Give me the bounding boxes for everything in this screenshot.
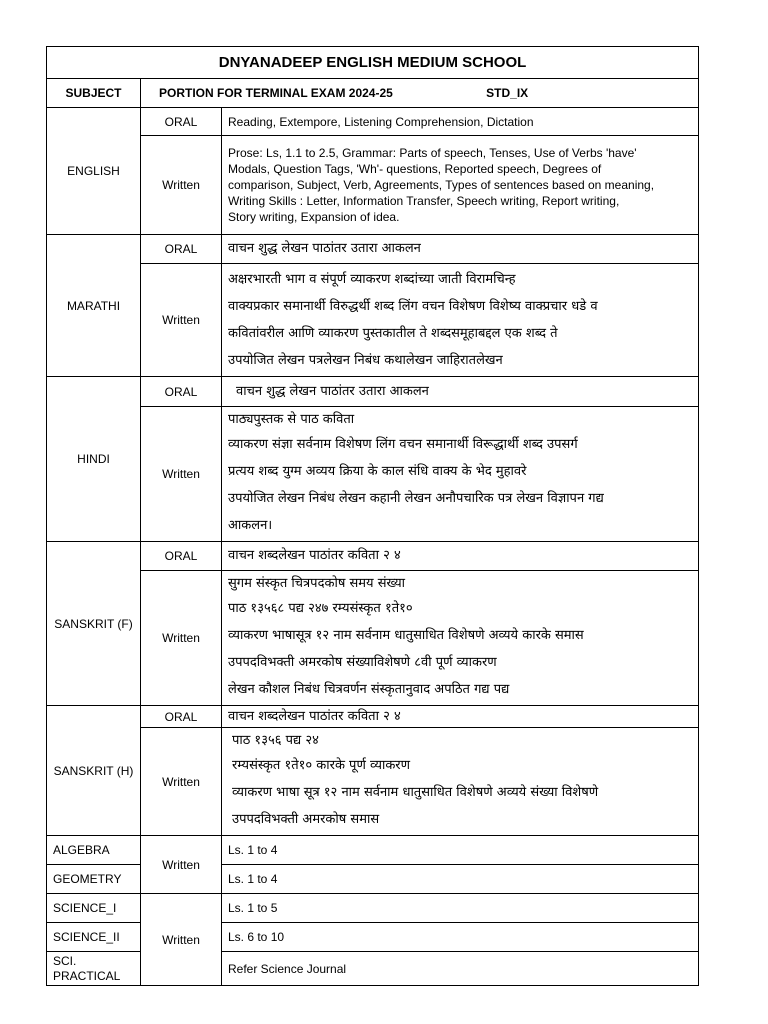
english-oral-label: ORAL (141, 108, 222, 136)
english-written-line: Prose: Ls, 1.1 to 2.5, Grammar: Parts of speech, Tenses, Use of Verbs 'have' (228, 146, 637, 160)
sanskrit-h-written-line: रम्यसंस्कृत १ते१० कारके पूर्ण व्याकरण (232, 758, 411, 773)
marathi-written-line: उपयोजित लेखन पत्रलेखन निबंध कथालेखन जाहिरातलेखन (228, 353, 503, 368)
hindi-oral-label: ORAL (141, 377, 222, 407)
practical-portion: Refer Science Journal (222, 952, 699, 986)
english-written-content (222, 136, 699, 235)
english-written-label: Written (141, 136, 222, 235)
header-subject: SUBJECT (47, 79, 141, 108)
sanskrit-f-written-row (47, 571, 699, 706)
algebra-row (47, 836, 699, 865)
marathi-written-line: अक्षरभारती भाग व संपूर्ण व्याकरण शब्दांच्या जाती विरामचिन्ह (228, 272, 516, 287)
english-written-line: Modals, Question Tags, 'Wh'- questions, Reported speech, Degrees of (228, 162, 602, 176)
title-row (47, 47, 699, 79)
sanskrit-f-written-line: उपपदविभक्ती अमरकोष संख्याविशेषणे ८वी पूर्ण व्याकरण (228, 655, 497, 670)
algebra-portion: Ls. 1 to 4 (222, 836, 699, 865)
subject-marathi: MARATHI (47, 235, 141, 377)
sanskrit-h-written-line: व्याकरण भाषा सूत्र १२ नाम सर्वनाम धातुसाधित विशेषणे अव्यये संख्या विशेषणे (232, 785, 599, 800)
sanskrit-h-oral-label: ORAL (141, 706, 222, 728)
hindi-written-label: Written (141, 407, 222, 542)
sanskrit-f-oral-label: ORAL (141, 542, 222, 571)
hindi-written-line: प्रत्यय शब्द युग्म अव्यय क्रिया के काल संधि वाक्य के भेद मुहावरे (228, 464, 527, 479)
header-portion-title: PORTION FOR TERMINAL EXAM 2024-25 (159, 86, 393, 100)
subject-sanskrit-f: SANSKRIT (F) (47, 542, 141, 706)
science-2-portion: Ls. 6 to 10 (222, 923, 699, 952)
marathi-written-line: वाक्यप्रकार समानार्थी विरुद्धर्थी शब्द लिंग वचन विशेषण विशेष्य वाक्प्रचार धडे व (228, 299, 598, 314)
geometry-portion: Ls. 1 to 4 (222, 865, 699, 894)
sanskrit-f-written-content (222, 571, 699, 706)
sanskrit-f-written-line: पाठ १३५६८ पद्य २४७ रम्यसंस्कृत १ते१० (228, 601, 413, 616)
marathi-written-row (47, 264, 699, 377)
english-oral-row (47, 108, 699, 136)
sanskrit-h-oral-content: वाचन शब्दलेखन पाठांतर कविता २ ४ (222, 706, 699, 728)
marathi-oral-content: वाचन शुद्ध लेखन पाठांतर उतारा आकलन (222, 235, 699, 264)
hindi-written-line: उपयोजित लेखन निबंध लेखन कहानी लेखन अनौपचारिक पत्र लेखन विज्ञापन गद्य (228, 491, 604, 506)
subject-practical: SCI. PRACTICAL (47, 952, 141, 986)
hindi-written-line: व्याकरण संज्ञा सर्वनाम विशेषण लिंग वचन समानार्थी विरूद्धार्थी शब्द उपसर्ग (228, 437, 578, 452)
hindi-written-row (47, 407, 699, 542)
english-written-line: Story writing, Expansion of idea. (228, 210, 400, 224)
marathi-written-line: कवितांवरील आणि व्याकरण पुस्तकातील ते शब्दसमूहाबद्दल एक शब्द ते (228, 326, 558, 341)
english-oral-content: Reading, Extempore, Listening Comprehension, Dictation (222, 108, 699, 136)
science-1-portion: Ls. 1 to 5 (222, 894, 699, 923)
sanskrit-h-written-label: Written (141, 728, 222, 836)
marathi-oral-row (47, 235, 699, 264)
header-portion (141, 79, 699, 108)
marathi-written-content (222, 264, 699, 377)
english-written-line: Writing Skills : Letter, Information Transfer, Speech writing, Report writing, (228, 194, 620, 208)
marathi-written-label: Written (141, 264, 222, 377)
sanskrit-h-written-line: उपपदविभक्ती अमरकोष समास (232, 812, 380, 827)
sanskrit-h-written-line: पाठ १३५६ पद्य २४ (232, 733, 319, 748)
english-written-row (47, 136, 699, 235)
subject-hindi: HINDI (47, 377, 141, 542)
sanskrit-f-written-label: Written (141, 571, 222, 706)
science-written-label: Written (141, 894, 222, 986)
sanskrit-f-written-line: सुगम संस्कृत चित्रपदकोष समय संख्या (228, 576, 406, 591)
sanskrit-f-written-line: लेखन कौशल निबंध चित्रवर्णन संस्कृतानुवाद अपठित गद्य पद्य (228, 682, 510, 697)
subject-geometry: GEOMETRY (47, 865, 141, 894)
subject-sanskrit-h: SANSKRIT (H) (47, 706, 141, 836)
sanskrit-h-written-content (222, 728, 699, 836)
hindi-written-line: पाठ्यपुस्तक से पाठ कविता (228, 412, 355, 427)
subject-english: ENGLISH (47, 108, 141, 235)
portion-table (46, 46, 699, 986)
header-std: STD_IX (486, 86, 529, 100)
sanskrit-f-oral-content: वाचन शब्दलेखन पाठांतर कविता २ ४ (222, 542, 699, 571)
subject-science-2: SCIENCE_II (47, 923, 141, 952)
subject-science-1: SCIENCE_I (47, 894, 141, 923)
header-row (47, 79, 699, 108)
hindi-written-line: आकलन। (228, 518, 273, 533)
marathi-oral-label: ORAL (141, 235, 222, 264)
subject-algebra: ALGEBRA (47, 836, 141, 865)
sanskrit-h-oral-row (47, 706, 699, 728)
hindi-oral-row (47, 377, 699, 407)
sanskrit-h-written-row (47, 728, 699, 836)
sanskrit-f-written-line: व्याकरण भाषासूत्र १२ नाम सर्वनाम धातुसाधित विशेषणे अव्यये कारके समास (228, 628, 584, 643)
math-written-label: Written (141, 836, 222, 894)
hindi-oral-content: वाचन शुद्ध लेखन पाठांतर उतारा आकलन (222, 377, 699, 407)
english-written-line: comparison, Subject, Verb, Agreements, Types of sentences based on meaning, (228, 178, 655, 192)
sanskrit-f-oral-row (47, 542, 699, 571)
school-title: DNYANADEEP ENGLISH MEDIUM SCHOOL (47, 47, 699, 79)
science-1-row (47, 894, 699, 923)
hindi-written-content (222, 407, 699, 542)
